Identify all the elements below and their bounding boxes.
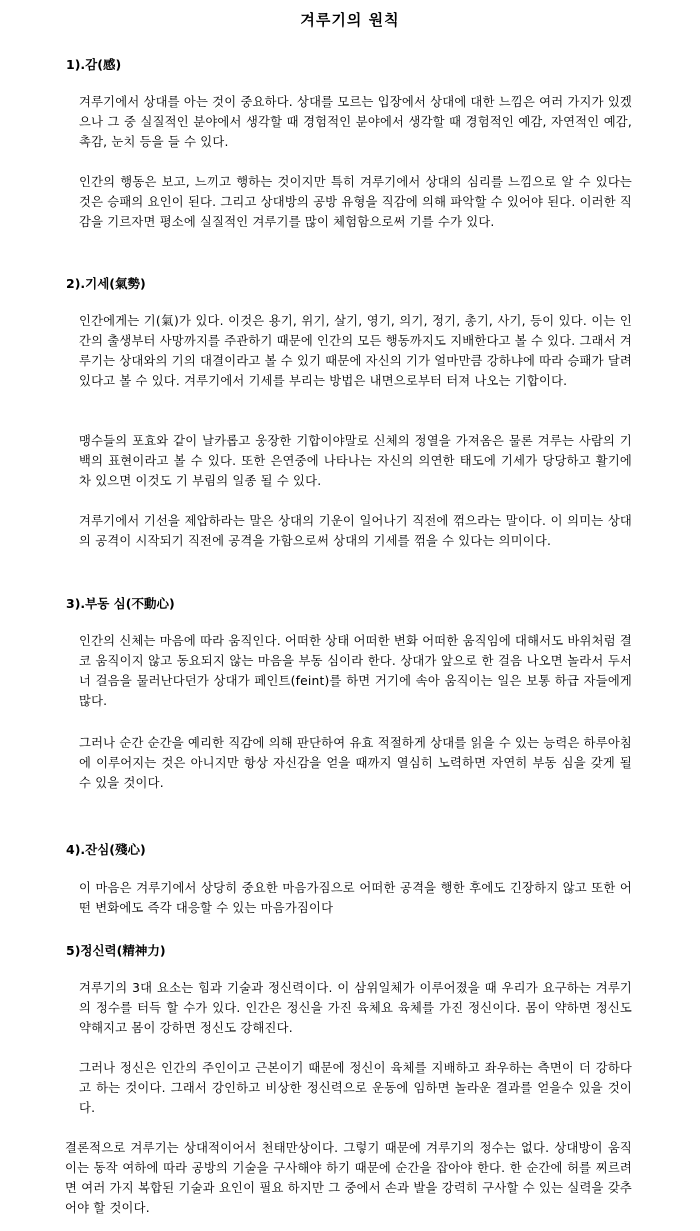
section-2-paragraph-3: 겨루기에서 기선을 제압하라는 말은 상대의 기운이 일어나기 직전에 꺾으라는 말이다. 이 의미는 상대의 공격이 시작되기 직전에 공격을 가함으로써 상대의 기세를 꺾을 수 있다는 의미이다. — [79, 514, 632, 548]
section-1-paragraph-2: 인간의 행동은 보고, 느끼고 행하는 것이지만 특히 겨루기에서 상대의 심리를 느낌으로 알 수 있다는 것은 승패의 요인이 된다. 그리고 상대방의 공방 유형을 직감에 의해 파악할 수 있어야 된다. 이러한 직감을 기르자면 평소에 실질적인 겨루기를 많이 체험함으로써 기를 수가 있다. — [79, 175, 633, 229]
section-4-paragraph-1: 이 마음은 겨루기에서 상당히 중요한 마음가짐으로 어떠한 공격을 행한 후에도 긴장하지 않고 또한 어떤 변화에도 즉각 대응할 수 있는 마음가짐이다 — [79, 881, 632, 915]
section-2-paragraph-1: 인간에게는 기(氣)가 있다. 이것은 용기, 위기, 살기, 영기, 의기, 정기, 총기, 사기, 등이 있다. 이는 인간의 출생부터 사망까지를 주관하기 때문에 인간의 모든 행동까지도 지배한다고 볼 수 있다. 그래서 겨루기는 상대와의 기의 대결이라고 볼 수 있기 때문에 자신의 기가 얼마만큼 강하냐에 따라 승패가 달려있다고 볼 수 있다. 겨루기에서 기세를 부리는 방법은 내면으로부터 터져 나오는 기합이다. — [79, 314, 632, 388]
section-3-paragraph-1: 인간의 신체는 마음에 따라 움직인다. 어떠한 상태 어떠한 변화 어떠한 움직임에 대해서도 바위처럼 결코 움직이지 않고 동요되지 않는 마음을 부동 심이라 한다. 상대가 앞으로 한 걸음 나오면 놀라서 두서너 걸음을 물러난다던가 상대가 페인트(feint)를 하면 거기에 속아 움직이는 일은 보통 하급 자들에게 많다. — [79, 634, 632, 708]
document-title: 겨루기의 원칙 — [300, 11, 400, 29]
section-2-paragraph-2: 맹수들의 포효와 같이 날카롭고 웅장한 기합이야말로 신체의 정열을 가져옴은 물론 겨루는 사람의 기백의 표현이라고 볼 수 있다. 또한 은연중에 나타나는 자신의 의연한 태도에 기세가 당당하고 활기에 차 있으면 이것도 기 부림의 일종 될 수 있다. — [79, 434, 632, 488]
section-heading-4: 4).잔심(殘心) — [66, 842, 146, 857]
section-1-paragraph-1: 겨루기에서 상대를 아는 것이 중요하다. 상대를 모르는 입장에서 상대에 대한 느낌은 여러 가지가 있겠으나 그 중 실질적인 분야에서 생각할 때 경험적인 분야에서 생각할 때 경험적인 예감, 자연적인 예감, 촉감, 눈치 등을 들 수 있다. — [79, 95, 632, 149]
section-5-paragraph-2: 그러나 정신은 인간의 주인이고 근본이기 때문에 정신이 육체를 지배하고 좌우하는 측면이 더 강하다고 하는 것이다. 그래서 강인하고 비상한 정신력으로 운동에 임하면 놀라운 결과를 얻을수 있을 것이다. — [79, 1061, 632, 1115]
section-heading-2: 2).기세(氣勢) — [66, 276, 146, 291]
section-heading-5: 5)정신력(精神力) — [66, 943, 166, 958]
section-heading-1: 1).감(感) — [66, 57, 122, 72]
section-3-paragraph-2: 그러나 순간 순간을 예리한 직감에 의해 판단하여 유효 적절하게 상대를 읽을 수 있는 능력은 하루아침에 이루어지는 것은 아니지만 항상 자신감을 얻을 때까지 열심히 노력하면 자연히 부동 심을 갖게 될 수 있을 것이다. — [79, 736, 632, 790]
section-heading-3: 3).부동 심(不動心) — [66, 596, 175, 611]
section-5-paragraph-1: 겨루기의 3대 요소는 힘과 기술과 정신력이다. 이 삼위일체가 이루어졌을 때 우리가 요구하는 겨루기의 정수를 터득 할 수가 있다. 인간은 정신을 가진 육체요 육체를 가진 정신이다. 몸이 약하면 정신도 약해지고 몸이 강하면 정신도 강해진다. — [79, 981, 632, 1035]
conclusion-paragraph: 결론적으로 겨루기는 상대적이어서 천태만상이다. 그렇기 때문에 겨루기의 정수는 없다. 상대방이 움직이는 동작 여하에 따라 공방의 기술을 구사해야 하기 때문에 순간을 잡아야 한다. 한 순간에 허를 찌르려면 여러 가지 복합된 기술과 요인이 필요 하지만 그 중에서 손과 발을 강력히 구사할 수 있는 실력을 갖추어야 할 것이다. — [65, 1141, 632, 1215]
